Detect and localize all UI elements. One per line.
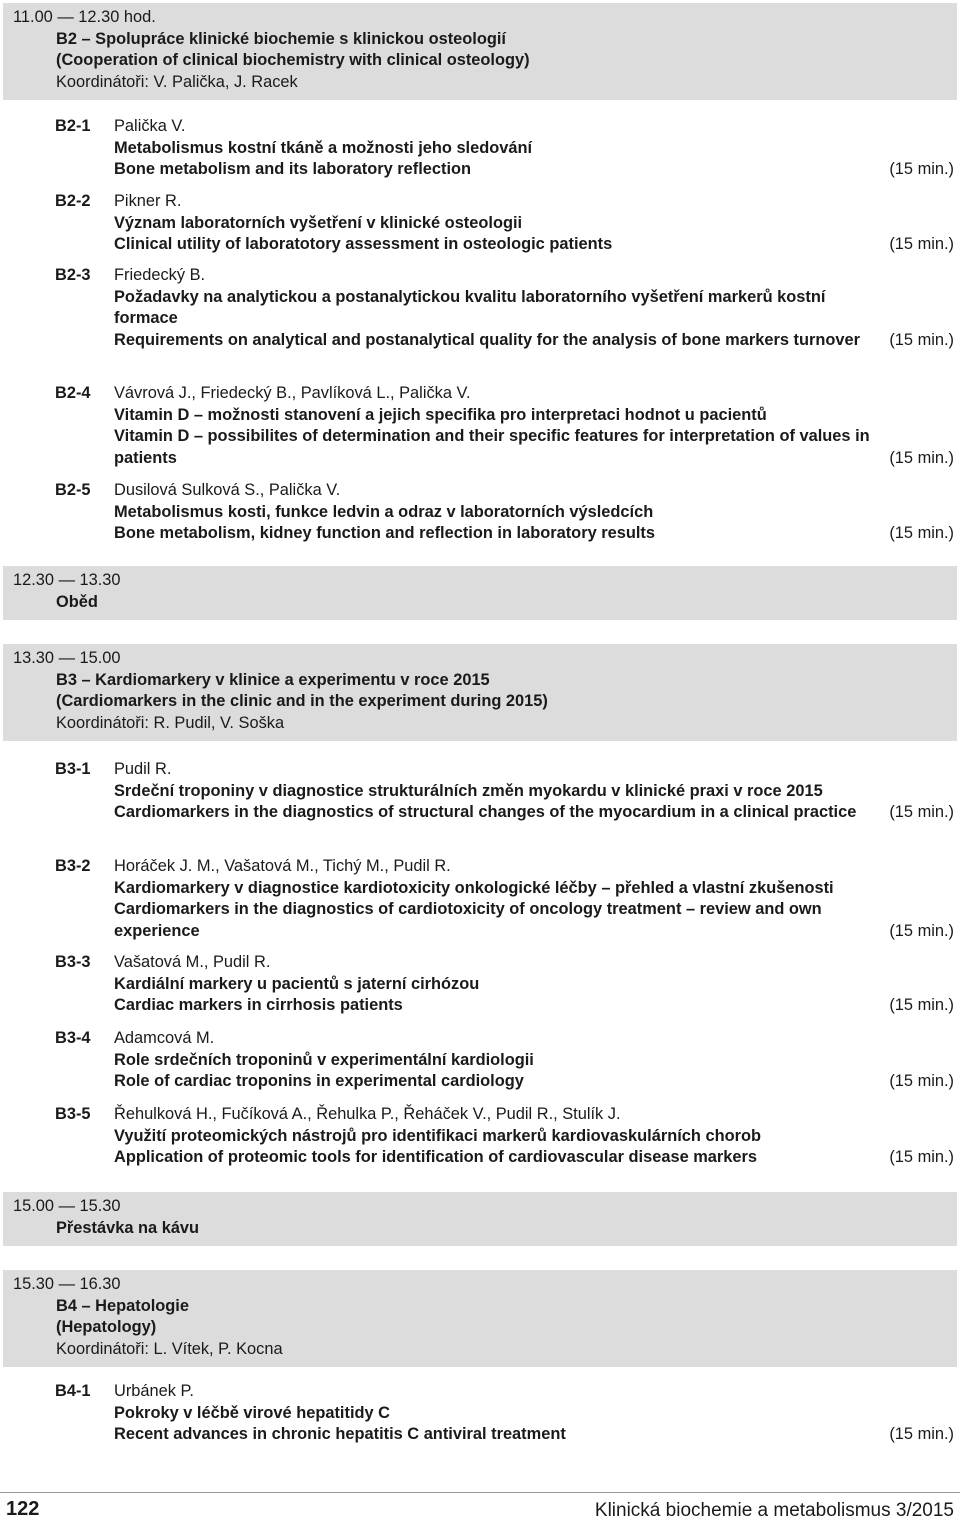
session-header-lunch xyxy=(3,566,957,620)
talk-code: B2-5 xyxy=(55,481,91,499)
talk-duration: (15 min.) xyxy=(889,448,954,467)
session-time: 11.00 — 12.30 hod. xyxy=(13,8,156,26)
talk-title-en: Role of cardiac troponins in experimental cardiology xyxy=(114,1072,524,1090)
talk-authors: Řehulková H., Fučíková A., Řehulka P., Řeháček V., Pudil R., Stulík J. xyxy=(114,1105,621,1123)
talk-b2-1 xyxy=(0,116,960,180)
talk-duration: (15 min.) xyxy=(889,921,954,940)
talk-code: B3-3 xyxy=(55,953,91,971)
session-title: Přestávka na kávu xyxy=(56,1218,200,1237)
session-title: B3 – Kardiomarkery v klinice a experimentu v roce 2015 xyxy=(56,670,490,689)
talk-duration: (15 min.) xyxy=(889,160,954,178)
talk-code: B3-5 xyxy=(55,1105,91,1123)
session-time: 15.30 — 16.30 xyxy=(13,1275,121,1293)
session-title-en: (Cooperation of clinical biochemistry with clinical osteology) xyxy=(56,51,530,69)
talk-title-cz: Využití proteomických nástrojů pro identifikaci markerů kardiovaskulárních chorob xyxy=(114,1126,761,1145)
talk-duration: (15 min.) xyxy=(889,803,954,821)
talk-b3-2 xyxy=(0,856,960,942)
talk-title-cz: Metabolismus kostní tkáně a možnosti jeho sledování xyxy=(114,138,533,157)
talk-title-cz: Vitamin D – možnosti stanovení a jejich specifika pro interpretaci hodnot u pacientů xyxy=(114,405,767,424)
talk-title-cz: Srdeční troponiny v diagnostice strukturálních změn myokardu v klinické praxi v roce 2015 xyxy=(114,781,823,800)
session-time: 13.30 — 15.00 xyxy=(13,649,121,667)
session-header-b4 xyxy=(3,1270,957,1367)
session-coordinators: Koordinátoři: R. Pudil, V. Soška xyxy=(56,713,285,732)
talk-code: B2-4 xyxy=(55,384,91,402)
talk-code: B3-1 xyxy=(55,760,91,778)
talk-b2-5 xyxy=(0,480,960,544)
session-header-coffee xyxy=(3,1192,957,1246)
talk-title-cz: Význam laboratorních vyšetření v klinické osteologii xyxy=(114,213,523,232)
session-title: B2 – Spolupráce klinické biochemie s klinickou osteologií xyxy=(56,29,506,48)
talk-b3-3 xyxy=(0,952,960,1016)
talk-title-en: Bone metabolism, kidney function and reflection in laboratory results xyxy=(114,524,655,542)
talk-title-cz: Kardiální markery u pacientů s jaterní cirhózou xyxy=(114,974,480,993)
talk-title-en: Vitamin D – possibilites of determination and their specific features for interpretation of values in patients xyxy=(114,427,870,467)
session-title-en: (Hepatology) xyxy=(56,1318,157,1336)
session-time: 15.00 — 15.30 xyxy=(13,1197,121,1215)
session-time: 12.30 — 13.30 xyxy=(13,571,121,589)
talk-b2-2 xyxy=(0,191,960,255)
talk-authors: Dusilová Sulková S., Palička V. xyxy=(114,481,341,499)
talk-code: B2-3 xyxy=(55,266,91,284)
session-title-en: (Cardiomarkers in the clinic and in the experiment during 2015) xyxy=(56,692,548,710)
talk-title-en: Recent advances in chronic hepatitis C antiviral treatment xyxy=(114,1425,566,1443)
talk-title-en: Cardiac markers in cirrhosis patients xyxy=(114,996,403,1014)
session-header-b2 xyxy=(3,3,957,100)
talk-duration: (15 min.) xyxy=(889,235,954,253)
session-coordinators: Koordinátoři: V. Palička, J. Racek xyxy=(56,72,298,91)
talk-authors: Adamcová M. xyxy=(114,1029,215,1047)
talk-authors: Friedecký B. xyxy=(114,266,206,284)
talk-code: B4-1 xyxy=(55,1382,91,1400)
talk-code: B2-2 xyxy=(55,192,91,210)
talk-authors: Pikner R. xyxy=(114,192,182,210)
talk-authors: Vávrová J., Friedecký B., Pavlíková L., Palička V. xyxy=(114,384,471,402)
talk-authors: Palička V. xyxy=(114,117,186,135)
talk-title-cz: Požadavky na analytickou a postanalytickou kvalitu laboratorního vyšetření markerů kostní formace xyxy=(114,287,826,327)
talk-title-en: Clinical utility of laboratotory assessment in osteologic patients xyxy=(114,235,613,253)
talk-title-en: Application of proteomic tools for identification of cardiovascular disease markers xyxy=(114,1148,758,1166)
talk-b2-3 xyxy=(0,265,960,372)
session-header-b3 xyxy=(3,644,957,741)
talk-authors: Pudil R. xyxy=(114,760,172,778)
talk-b3-1 xyxy=(0,759,960,845)
talk-duration: (15 min.) xyxy=(889,330,954,349)
talk-b3-4 xyxy=(0,1028,960,1092)
talk-title-cz: Pokroky v léčbě virové hepatitidy C xyxy=(114,1403,391,1422)
talk-b4-1 xyxy=(0,1381,960,1445)
session-title: Oběd xyxy=(56,592,98,611)
talk-title-en: Requirements on analytical and postanalytical quality for the analysis of bone markers turnover xyxy=(114,330,860,349)
talk-title-cz: Metabolismus kosti, funkce ledvin a odraz v laboratorních výsledcích xyxy=(114,502,654,521)
talk-title-en: Cardiomarkers in the diagnostics of cardiotoxicity of oncology treatment – review and own experience xyxy=(114,900,822,940)
talk-duration: (15 min.) xyxy=(889,524,954,542)
talk-duration: (15 min.) xyxy=(889,1072,954,1090)
talk-title-cz: Role srdečních troponinů v experimentální kardiologii xyxy=(114,1050,534,1069)
talk-title-en: Cardiomarkers in the diagnostics of structural changes of the myocardium in a clinical practice xyxy=(114,803,857,821)
talk-duration: (15 min.) xyxy=(889,1425,954,1443)
page-number: 122 xyxy=(6,1498,40,1520)
talk-b3-5 xyxy=(0,1104,960,1168)
talk-title-cz: Kardiomarkery v diagnostice kardiotoxicity onkologické léčby – přehled a vlastní zkušenosti xyxy=(114,878,834,897)
talk-code: B3-4 xyxy=(55,1029,91,1047)
session-coordinators: Koordinátoři: L. Vítek, P. Kocna xyxy=(56,1339,283,1358)
talk-authors: Horáček J. M., Vašatová M., Tichý M., Pudil R. xyxy=(114,857,451,875)
session-title: B4 – Hepatologie xyxy=(56,1296,189,1315)
talk-code: B3-2 xyxy=(55,857,91,875)
journal-title: Klinická biochemie a metabolismus 3/2015 xyxy=(594,1500,954,1521)
talk-duration: (15 min.) xyxy=(889,996,954,1014)
talk-authors: Urbánek P. xyxy=(114,1382,194,1400)
talk-b2-4 xyxy=(0,383,960,469)
talk-code: B2-1 xyxy=(55,117,91,135)
talk-authors: Vašatová M., Pudil R. xyxy=(114,953,271,971)
footer-divider xyxy=(0,1492,960,1493)
talk-title-en: Bone metabolism and its laboratory reflection xyxy=(114,160,472,178)
talk-duration: (15 min.) xyxy=(889,1148,954,1166)
